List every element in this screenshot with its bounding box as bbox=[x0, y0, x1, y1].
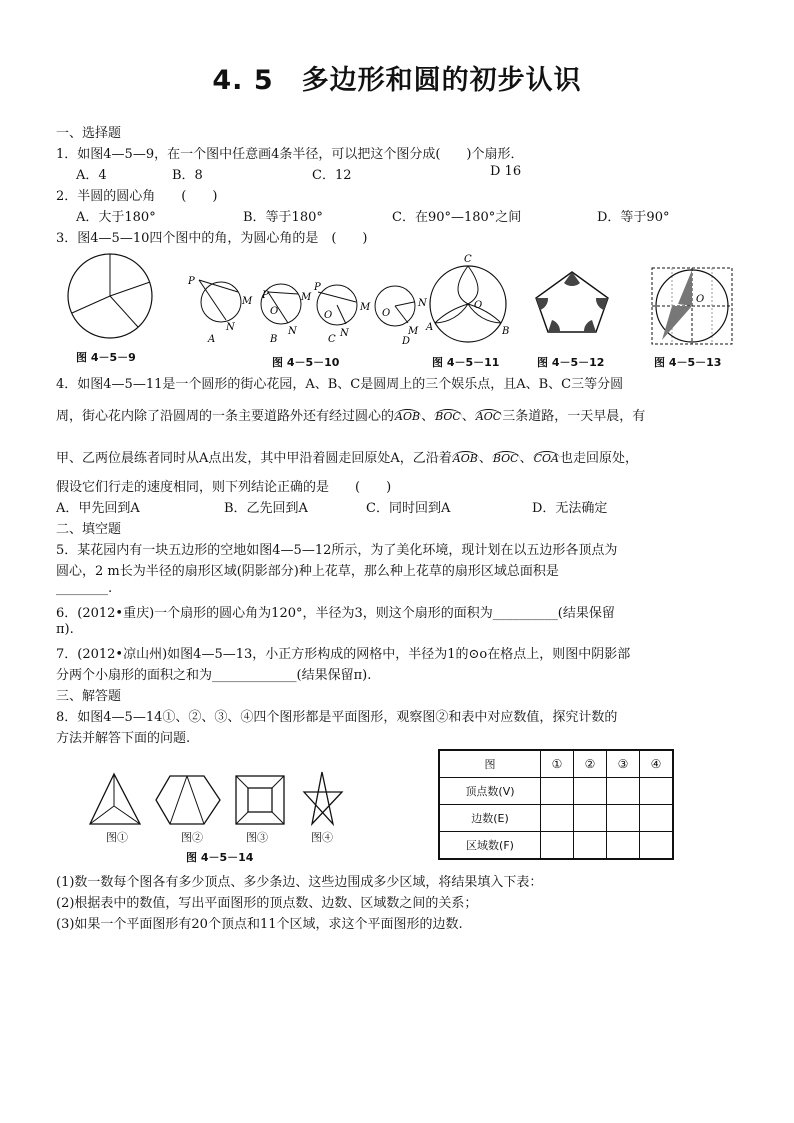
q4-line2-a: 周，街心花内除了沿圆周的一条主要道路外还有经过圆心的 bbox=[56, 409, 395, 424]
arc-aoc: AOC bbox=[475, 410, 502, 423]
arc-aob: AOB bbox=[395, 410, 421, 423]
caption-4-5-14: 图 4－5－14 bbox=[186, 851, 254, 864]
q4-line4: 假设它们行走的速度相同，则下列结论正确的是 ( ) bbox=[56, 480, 392, 495]
arc-aob-2: AOB bbox=[452, 452, 478, 465]
q7-line2: 分两个小扇形的面积之和为_____________(结果保留π). bbox=[56, 668, 372, 683]
q7-line1: 7．(2012•凉山州)如图4—5—13，小正方形构成的网格中，半径为1的⊙o在格点上，则图中阴影部 bbox=[56, 647, 631, 662]
table-cell[interactable] bbox=[574, 805, 607, 832]
label-B: B bbox=[502, 326, 510, 337]
table-cell[interactable] bbox=[607, 778, 640, 805]
q2-opt-b: B．等于180° bbox=[243, 210, 323, 225]
label-M: M bbox=[360, 302, 371, 313]
label-P: P bbox=[188, 276, 195, 287]
q8-sub3: (3)如果一个平面图形有20个顶点和11个区域，求这个平面图形的边数. bbox=[56, 917, 463, 932]
q3-stem: 3．图4—5—10四个图中的角，为圆心角的是 ( ) bbox=[56, 231, 368, 246]
table-row bbox=[439, 778, 673, 805]
table-header-cell: ④ bbox=[640, 750, 674, 778]
label-A: A bbox=[208, 334, 216, 345]
label-N: N bbox=[418, 298, 427, 309]
figure-4-5-9 bbox=[68, 254, 152, 338]
label-N: N bbox=[340, 328, 349, 339]
q8-sub2: (2)根据表中的数值，写出平面图形的顶点数、边数、区域数之间的关系； bbox=[56, 896, 478, 911]
section-fill: 二、填空题 bbox=[56, 522, 122, 537]
section-choice: 一、选择题 bbox=[56, 126, 122, 141]
q4-opt-a: A．甲先回到A bbox=[56, 501, 140, 516]
table-cell[interactable] bbox=[574, 832, 607, 860]
table-cell[interactable] bbox=[640, 778, 674, 805]
row-label-edges: 边数(E) bbox=[439, 805, 541, 832]
arc-boc-2: BOC bbox=[492, 452, 519, 465]
q2-opt-a: A．大于180° bbox=[76, 210, 156, 225]
row-label-vertices: 顶点数(V) bbox=[439, 778, 541, 805]
label-O: O bbox=[696, 294, 705, 305]
caption-4-5-12: 图 4－5－12 bbox=[537, 356, 605, 369]
q1-stem: 1．如图4—5—9，在一个图中任意画4条半径，可以把这个图分成( )个扇形． bbox=[56, 147, 524, 162]
q8-line1: 8．如图4—5—14①、②、③、④四个图形都是平面图形，观察图②和表中对应数值，探究计数的 bbox=[56, 710, 618, 725]
sub-caption-1: 图① bbox=[106, 831, 128, 844]
figure-4-5-11 bbox=[425, 254, 509, 342]
table-cell[interactable] bbox=[541, 832, 574, 860]
arc-boc: BOC bbox=[435, 410, 461, 423]
q2-stem: 2．半圆的圆心角 ( ) bbox=[56, 189, 218, 204]
q1-opt-a: A．4 bbox=[76, 168, 107, 183]
q4-line3: 甲、乙两位晨练者同时从A点出发，其中甲沿着圆走回原处A，乙沿着AOB、BOC、COA也走回原处， bbox=[56, 451, 638, 466]
table-cell[interactable] bbox=[541, 778, 574, 805]
table-cell[interactable] bbox=[574, 778, 607, 805]
q8-line2: 方法并解答下面的问题. bbox=[56, 731, 191, 746]
q4-line2-b: 三条道路，一天早晨，有 bbox=[502, 409, 646, 424]
label-A: A bbox=[426, 322, 434, 333]
q1-opt-d: D 16 bbox=[490, 164, 522, 179]
shape-3 bbox=[236, 776, 284, 824]
label-N: N bbox=[288, 326, 297, 337]
table-header-cell: ③ bbox=[607, 750, 640, 778]
q4-line2: 周，街心花内除了沿圆周的一条主要道路外还有经过圆心的AOB、BOC、AOC三条道路，一天早晨，有 bbox=[56, 409, 646, 424]
sub-caption-3: 图③ bbox=[246, 831, 268, 844]
sub-caption-4: 图④ bbox=[311, 831, 333, 844]
label-O: O bbox=[474, 300, 483, 311]
label-C: C bbox=[464, 254, 472, 265]
label-O: O bbox=[382, 308, 391, 319]
table-cell[interactable] bbox=[607, 832, 640, 860]
label-O: O bbox=[324, 310, 333, 321]
label-B: B bbox=[270, 334, 278, 345]
q2-opt-d: D．等于90° bbox=[597, 210, 670, 225]
q5-line1: 5．某花园内有一块五边形的空地如图4—5—12所示，为了美化环境，现计划在以五边形各顶点为 bbox=[56, 543, 618, 558]
q1-opt-b: B．8 bbox=[172, 168, 203, 183]
shape-4 bbox=[304, 772, 342, 824]
q5-line2: 圆心，2 m长为半径的扇形区域(阴影部分)种上花草，那么种上花草的扇形区域总面积是 bbox=[56, 564, 559, 579]
table-cell[interactable] bbox=[640, 805, 674, 832]
label-M: M bbox=[242, 296, 253, 307]
label-P: P bbox=[314, 282, 321, 293]
table-cell[interactable] bbox=[607, 805, 640, 832]
table-cell[interactable] bbox=[541, 805, 574, 832]
q5-line3: ________. bbox=[56, 581, 113, 596]
table-cell[interactable] bbox=[640, 832, 674, 860]
figure-4-5-14 bbox=[84, 768, 354, 834]
q8-sub1: (1)数一数每个图各有多少顶点、多少条边、这些边围成多少区域，将结果填入下表： bbox=[56, 875, 543, 890]
label-N: N bbox=[226, 322, 235, 333]
q6-line1: 6．(2012•重庆)一个扇形的圆心角为120°，半径为3，则这个扇形的面积为__________(结果保留 bbox=[56, 606, 615, 621]
q1-opt-c: C．12 bbox=[312, 168, 352, 183]
table-header-cell: ① bbox=[541, 750, 574, 778]
figures-row bbox=[56, 248, 746, 370]
table-header-cell: 图 bbox=[439, 750, 541, 778]
caption-4-5-11: 图 4－5－11 bbox=[432, 356, 500, 369]
shape-2 bbox=[156, 776, 220, 824]
count-table bbox=[438, 749, 674, 860]
shape-1 bbox=[90, 774, 140, 824]
figure-4-5-10 bbox=[187, 276, 428, 347]
caption-4-5-9: 图 4－5－9 bbox=[76, 351, 136, 364]
table-header-row bbox=[439, 750, 673, 778]
label-M: M bbox=[408, 326, 419, 337]
q4-line3-b: 也走回原处， bbox=[559, 451, 638, 466]
section-solve: 三、解答题 bbox=[56, 689, 122, 704]
table-row bbox=[439, 805, 673, 832]
label-P: P bbox=[262, 290, 269, 301]
label-M: M bbox=[301, 292, 312, 303]
q4-opt-c: C．同时回到A bbox=[366, 501, 451, 516]
figure-4-5-13 bbox=[652, 268, 732, 344]
caption-4-5-13: 图 4－5－13 bbox=[654, 356, 722, 369]
caption-4-5-10: 图 4－5－10 bbox=[272, 356, 340, 369]
page-title: 4. 5 多边形和圆的初步认识 bbox=[212, 65, 582, 96]
sub-caption-2: 图② bbox=[181, 831, 203, 844]
label-C: C bbox=[328, 334, 336, 345]
table-row bbox=[439, 832, 673, 860]
label-D: D bbox=[402, 336, 411, 347]
table-header-cell: ② bbox=[574, 750, 607, 778]
q6-line2: π). bbox=[56, 622, 74, 637]
label-O: O bbox=[270, 306, 279, 317]
q2-opt-c: C．在90°—180°之间 bbox=[392, 210, 522, 225]
arc-coa: COA bbox=[533, 452, 559, 465]
row-label-regions: 区域数(F) bbox=[439, 832, 541, 860]
figure-4-5-12 bbox=[536, 272, 608, 332]
q4-opt-d: D．无法确定 bbox=[532, 501, 608, 516]
q4-opt-b: B．乙先回到A bbox=[224, 501, 308, 516]
q4-line3-a: 甲、乙两位晨练者同时从A点出发，其中甲沿着圆走回原处A，乙沿着 bbox=[56, 451, 452, 466]
q4-line1: 4．如图4—5—11是一个圆形的街心花园，A、B、C是圆周上的三个娱乐点，且A、B、C三等分圆 bbox=[56, 377, 624, 392]
